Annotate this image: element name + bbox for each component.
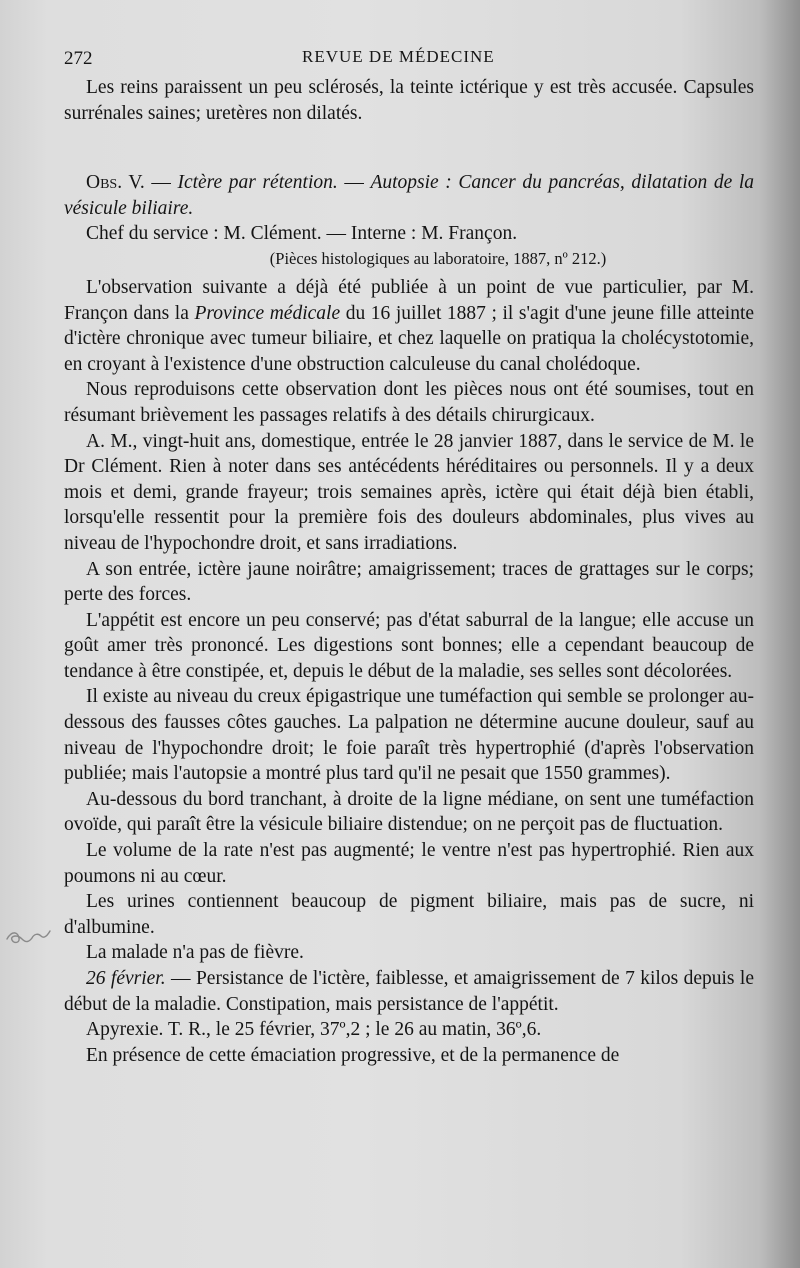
- running-head: [64, 44, 754, 72]
- intro-paragraph: Les reins paraissent un peu sclérosés, la teinte ictérique y est très accusée. Capsules surrénales saines; uretères non dilatés.: [64, 77, 754, 124]
- paragraph-february-26-text: — Persistance de l'ictère, faiblesse, et amaigrissement de 7 kilos depuis le début de la maladie. Constipation, mais persistance de l'appétit.: [64, 968, 754, 1015]
- journal-reference: Province médicale: [194, 302, 341, 324]
- paragraph-gallbladder: Au-dessous du bord tranchant, à droite de la ligne médiane, on sent une tuméfaction ovoïde, qui paraît être la vésicule biliaire distendue; on ne perçoit pas de fluctuation.: [64, 788, 754, 836]
- paragraph-urine: Les urines contiennent beaucoup de pigment biliaire, mais pas de sucre, ni d'albumine.: [64, 891, 754, 938]
- page-number: 272: [64, 48, 93, 69]
- paragraph-epigastric-swelling: Il existe au niveau du creux épigastrique une tuméfaction qui semble se prolonger au-dessous des fausses côtes gauches. La palpation ne détermine aucune douleur, sauf au niveau de l'hypochondre droit; le foie paraît très hypertrophié (d'après l'observation publiée; mais l'autopsie a montré plus tard qu'il ne pesait que 1550 grammes).: [64, 686, 754, 785]
- observation-title-part2: Autopsie : Cancer du pancréas, dilatation de la vésicule biliaire.: [64, 172, 754, 219]
- service-chief-line: Chef du service : M. Clément. — Interne : M. Françon.: [86, 223, 518, 245]
- paragraph-publication-note-start: L'observation suivante a déjà été publiée à un point de vue particulier, par M. Françon dans la: [64, 276, 754, 324]
- date-february-26: 26 février.: [86, 968, 166, 989]
- paragraph-temperature: Apyrexie. T. R., le 25 février, 37º,2 ; le 26 au matin, 36º,6.: [86, 1019, 542, 1041]
- paragraph-publication-note-end: du 16 juillet 1887 ; il s'agit d'une jeune fille atteinte d'ictère chronique avec tumeur biliaire, et chez laquelle on pratiqua la cholécystotomie, en croyant à l'existence d'une obstruction calculeuse du canal cholédoque.: [64, 302, 755, 375]
- observation-title-part1: Ictère par rétention.: [177, 172, 338, 194]
- paragraph-reproduction-note: Nous reproduisons cette observation dont les pièces nous ont été soumises, tout en résumant brièvement les passages relatifs à des détails chirurgicaux.: [64, 379, 754, 426]
- journal-title: REVUE DE MÉDECINE: [302, 47, 495, 66]
- paragraph-progressive-emaciation: En présence de cette émaciation progressive, et de la permanence de: [86, 1044, 620, 1066]
- histology-reference: (Pièces histologiques au laboratoire, 1887, nº 212.): [269, 248, 607, 268]
- paragraph-patient-history: A. M., vingt-huit ans, domestique, entrée le 28 janvier 1887, dans le service de M. le Dr Clément. Rien à noter dans ses antécédents héréditaires ou personnels. Il y a deux mois et demi, grande frayeur; trois semaines après, ictère qui était déjà bien établi, lorsqu'elle ressentit pour la première fois des douleurs abdominales, plus vives au niveau de l'hypochondre droit, et sans irradiations.: [64, 430, 754, 554]
- page-content: [64, 44, 754, 1068]
- paragraph-spleen: Le volume de la rate n'est pas augmenté; le ventre n'est pas hypertrophié. Rien aux poumons ni au cœur.: [64, 840, 754, 887]
- paragraph-publication-note: [64, 275, 754, 377]
- observation-separator: —: [344, 172, 364, 194]
- section-spacer: [64, 126, 754, 170]
- handwritten-margin-mark: [4, 926, 54, 948]
- observation-title: [64, 170, 754, 221]
- paragraph-fever: La malade n'a pas de fièvre.: [86, 942, 304, 964]
- paragraph-appetite: L'appétit est encore un peu conservé; pas d'état saburral de la langue; elle accuse un goût amer très prononcé. Les digestions sont bonnes; elle a cependant beaucoup de tendance à être constipée, et, depuis le début de la maladie, ses selles sont décolorées.: [64, 609, 754, 682]
- paragraph-admission: A son entrée, ictère jaune noirâtre; amaigrissement; traces de grattages sur le corps; perte des forces.: [64, 558, 754, 606]
- paragraph-february-26: [64, 966, 754, 1017]
- observation-label: Obs. V. —: [86, 172, 171, 194]
